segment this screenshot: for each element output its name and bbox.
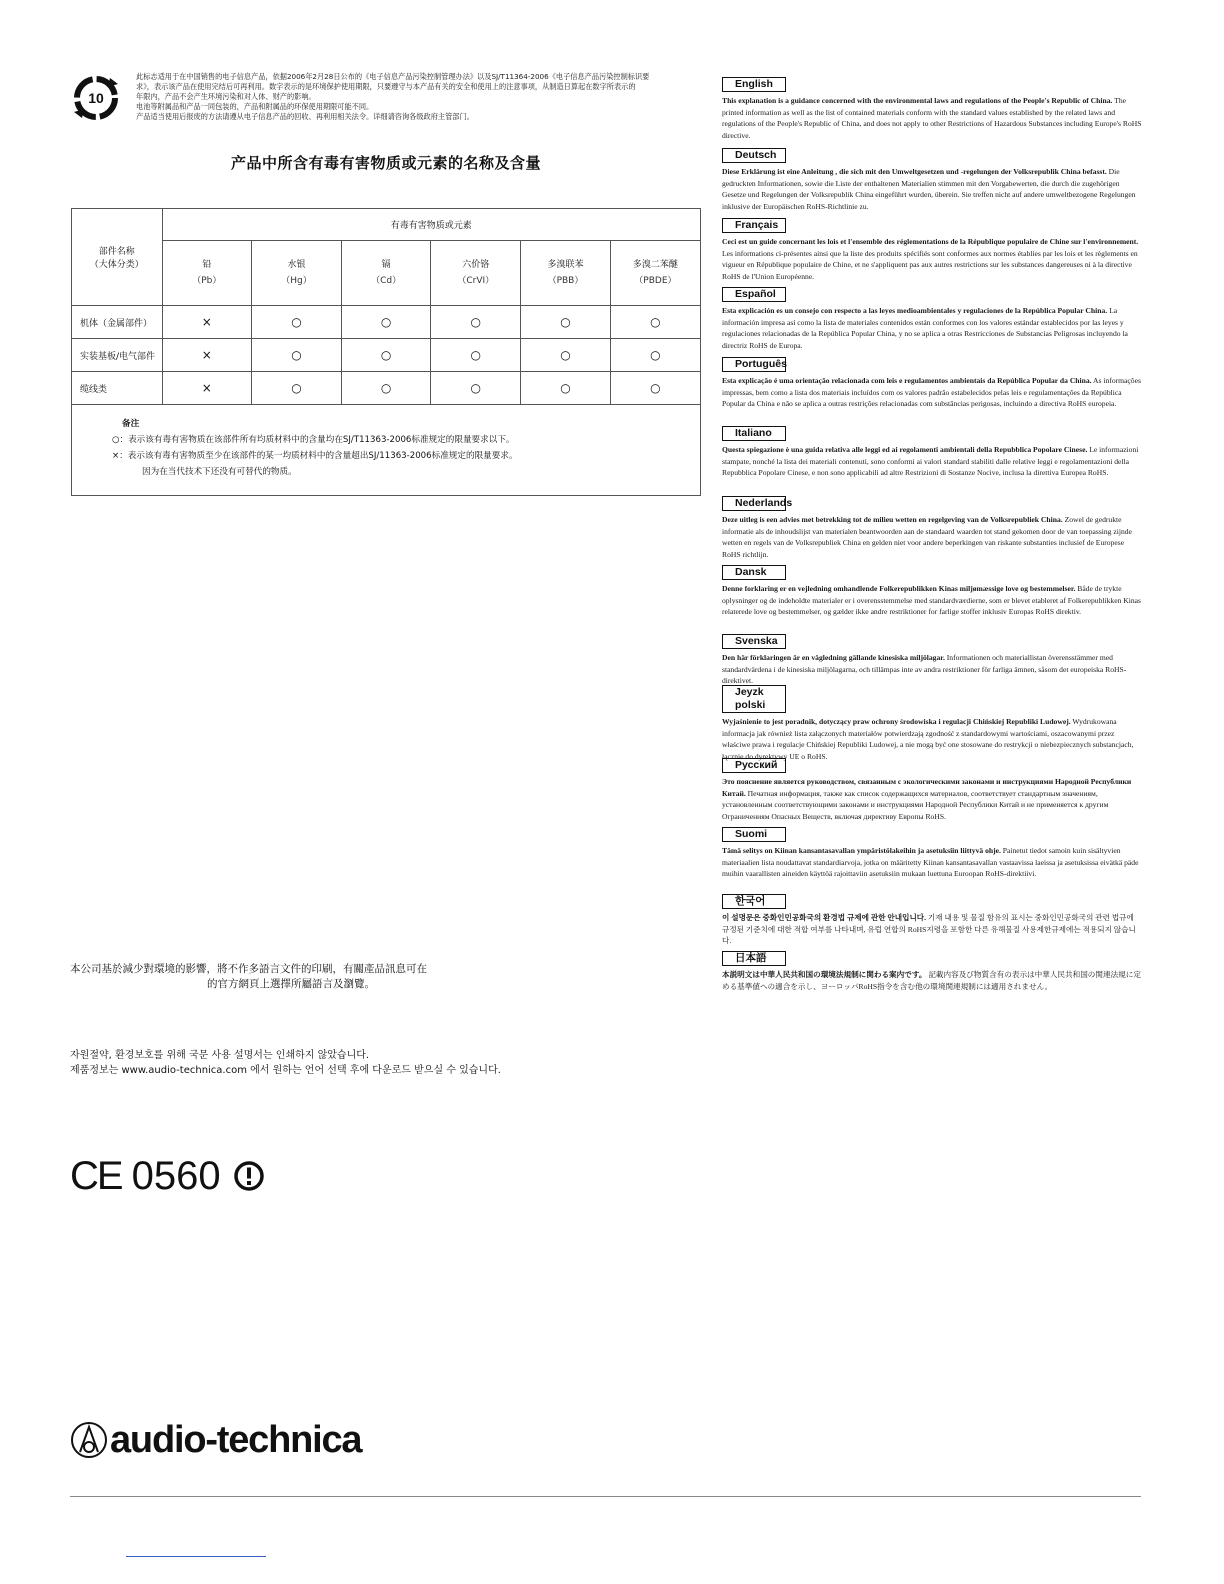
lang-block-portugues [722, 352, 1142, 410]
note-cross: ×：表示该有毒有害物质至少在该部件的某一均质材料中的含量超出SJ/11363-2006标准规定的限量要求。 [112, 451, 518, 461]
lang-label: Svenska [722, 634, 786, 649]
ko-line: 자원절약, 환경보호를 위해 국문 사용 설명서는 인쇄하지 않았습니다. [70, 1050, 370, 1061]
lang-text: Deze uitleg is een advies met betrekking tot de milieu wetten en regelgeving van de Volksrepubliek China. Zowel de gedrukte informatie als de inhoudslijst van materialen beantwoorden aan de standaard waarden tot stand gekomen door de van toepassing zijnde wetten en regels van de Volksrepubliek China en gelden niet voor andere beperkingen van riskante substanties inclusief de Europese RoHS richtlijn. [722, 515, 1132, 559]
brand-name: audio-technica [110, 1419, 362, 1461]
part-header-cell [72, 209, 162, 306]
lang-text: 本説明文は中華人民共和国の環境法規制に関わる案内です。 記載内容及び物質含有の表示は中華人民共和国の関連法規に定める基準値への適合を示し、ヨーロッパRoHS指令を含む他の環境関連規制には適用されません。 [722, 970, 1141, 991]
substance-header: 多溴联苯 （PBB） [521, 241, 611, 306]
content-mark: ○ [431, 339, 521, 372]
content-mark: ○ [252, 339, 342, 372]
part-name: 机体（金属部件） [72, 306, 162, 339]
table-row [72, 372, 700, 405]
lang-block-dansk [722, 560, 1142, 618]
lang-block-nederlands [722, 491, 1142, 560]
footer-underline [126, 1556, 266, 1557]
korean-notice [70, 1048, 590, 1078]
lang-text: Questa spiegazione è una guida relativa alle leggi ed ai regolamenti ambientali della Repubblica Popolare Cinese. Le informazioni stampate, nonché la lista dei materiali contenuti, sono conformi ai valori standard stabiliti dalle relative leggi e regolamentazioni della Repubblica Popolare Cinese, e non sono applicabili ad altre Restrizioni di Sostanze Nocive, inclusa la direttiva Europea RoHS. [722, 445, 1139, 477]
content-mark: ○ [610, 306, 700, 339]
table-title: 产品中所含有毒有害物质或元素的名称及含量 [230, 154, 541, 172]
lang-block-svenska [722, 629, 1142, 687]
content-mark: ○ [252, 372, 342, 405]
lang-text: Den här förklaringen är en vägledning gällande kinesiska miljölagar. Informationen och materiallistan överensstämmer med standardvärdena i de kinesiska miljölagarna, och tillämpas inte av andra restriktioner för farliga ämnen, såsom det europeiska RoHS-direktivet. [722, 653, 1127, 685]
zh-tw-line: 的官方網頁上選擇所屬語言及瀏覽。 [207, 978, 375, 990]
content-mark: × [162, 339, 252, 372]
content-mark: × [162, 306, 252, 339]
substance-header: 铅 （Pb） [162, 241, 252, 306]
lang-block-deutsch [722, 143, 1142, 212]
note-cross-continued: 因为在当代技术下还没有可替代的物质。 [142, 467, 297, 477]
content-mark: ○ [341, 372, 431, 405]
lang-text: Denne forklaring er en vejledning omhandlende Folkerepublikken Kinas miljømæssige love og bestemmelser. Både de trykte oplysninger og de indeholdte materialer er i overensstemmelse med standardværdierne, som er blevet etableret af Folkerepublikken Kinas relaterede love og bestemmelser, og gælder ikke andre restriktioner for farlige stoffer inklusiv Europas RoHS direktiv. [722, 584, 1141, 616]
table-row [72, 306, 700, 339]
lang-block-polski [722, 685, 1142, 762]
lang-label: Deutsch [722, 148, 786, 163]
lang-text: Esta explicação é uma orientação relacionada com leis e regulamentos ambientais da República Popular da China. As informações impressas, bem como a lista dos materiais incluídos com os valores padrão estabelecidos pelas leis e regulamentações da República Popular da China e não se aplica a outras restrições relacionadas com substâncias perigosas, incluindo a directiva RoHS europeia. [722, 376, 1141, 408]
lang-block-korean [722, 889, 1142, 947]
substance-header: 六价铬 （CrVI） [431, 241, 521, 306]
lang-text: Diese Erklärung ist eine Anleitung , die sich mit den Umweltgesetzen und -regelungen der Volksrepublik China befasst. Die gedruckten Informationen, sowie die Liste der enthaltenen Materialien stimmen mit den Vorgabewerten, die durch die zugehörigen Gesetze und Regelungen der Volksrepublik China eingeführt wurden, überein. Sie treffen nicht auf andere umweltbezogene Regelungen inklusive der Europäischen RoHS-Richtlinie zu. [722, 167, 1136, 211]
part-name: 缆线类 [72, 372, 162, 405]
ce-mark: CE [70, 1154, 122, 1198]
efup-10-logo [70, 72, 122, 124]
content-mark: ○ [610, 339, 700, 372]
lang-label: Italiano [722, 426, 786, 441]
ce-marking [70, 1156, 265, 1196]
table-row [72, 339, 700, 372]
lang-text: Esta explicación es un consejo con respecto a las leyes medioambientales y regulaciones de la República Popular China. La información impresa así como la lista de materiales contenidos están conformes con los valores estándar establecidos por las leyes y regulaciones relacionadas de la República Popular China, y no se aplica a otras Restricciones de Substancias Peligrosas incluyendo la directriz RoHS de Europa. [722, 306, 1128, 350]
lang-label: Suomi [722, 827, 786, 842]
efup-line: 求》，表示该产品在使用完结后可再利用。数字表示的是环境保护使用期限，只要遵守与本产品有关的安全和使用上的注意事项，从制造日算起在数字所表示的 [136, 82, 636, 91]
brand-reg-mark: . [361, 1444, 364, 1452]
substance-header: 镉 （Cd） [341, 241, 431, 306]
lang-label: Русский [722, 758, 786, 773]
table-notes [112, 416, 672, 480]
content-mark: ○ [610, 372, 700, 405]
efup-line: 电池等附属品和产品一同包装的，产品和附属品的环保使用期限可能不同。 [136, 102, 374, 111]
lang-label: Español [722, 287, 786, 302]
substance-header: 多溴二苯醚 （PBDE） [610, 241, 700, 306]
lang-label: Português [722, 357, 786, 372]
notes-title: 备注 [122, 419, 140, 429]
lang-block-francais [722, 213, 1142, 282]
lang-text: Это пояснение является руководством, связанным с экологическими законами и инструкциями Народной Республики Китай. Печатная информация, также как список содержащихся материалов, соответствует стандартным значениям, установленным соответствующими законами и инструкциями Народной Республики Китай и не применяется к другим Ограничениям Опасных Веществ, включая директиву Европы RoHS. [722, 777, 1132, 821]
zh-tw-line: 本公司基於減少對環境的影響，將不作多語言文件的印刷，有關產品訊息可在 [70, 963, 427, 975]
content-mark: ○ [431, 306, 521, 339]
efup-logo-number: 10 [88, 90, 104, 106]
part-header-sub: （大体分类） [89, 260, 144, 270]
content-mark: ○ [521, 306, 611, 339]
lang-text: This explanation is a guidance concerned with the environmental laws and regulations of the People's Republic of China. The printed information as well as the list of contained materials conform with the standard values established by the related laws and regulations of the People's Republic of China, and does not apply to other Restrictions of Hazardous Substances including Europe's RoHS directive. [722, 96, 1142, 140]
substance-group-header: 有毒有害物质或元素 [162, 209, 700, 241]
content-mark: ○ [252, 306, 342, 339]
lang-text: Tämä selitys on Kiinan kansantasavallan ympäristölakeihin ja asetuksiin liittyvä ohje. Painetut tiedot samoin kuin sisältyvien materiaalien lista noudattavat standardiarvoja, jotka on määritetty Kiinan kansantasavallan vastaavissa laeissa ja asetuksissa eivätkä päde muihin vaarallisten aineiden käyttöä rajoittaviin asetuksiin mukaan luettuna Euroopan RoHS-direktiivi. [722, 846, 1139, 878]
lang-label: Dansk [722, 565, 786, 580]
lang-label: English [722, 77, 786, 92]
content-mark: ○ [341, 339, 431, 372]
notified-body-number: 0560 [131, 1154, 221, 1198]
lang-label: 日本語 [722, 951, 786, 966]
note-circle: ○：表示该有毒有害物质在该部件所有均质材料中的含量均在SJ/T11363-2006标准规定的限量要求以下。 [112, 435, 515, 445]
lang-block-russian [722, 753, 1142, 822]
lang-label: Jeyzk polski [722, 685, 786, 713]
lang-label: Français [722, 218, 786, 233]
content-mark: × [162, 372, 252, 405]
lang-block-japanese [722, 946, 1142, 992]
lang-text: 이 설명문은 중화인민공화국의 환경법 규제에 관한 안내입니다. 기재 내용 및 물질 함유의 표시는 중화인민공화국의 관련 법규에 규정된 기준치에 대한 적합 여부를 나타내며, 유럽 연합의 RoHS지령을 포함한 다른 유해물질 사용제한규제에는 적용되지 않습니다. [722, 913, 1136, 945]
lang-block-italiano [722, 421, 1142, 479]
lang-block-espanol [722, 282, 1142, 351]
traditional-chinese-notice [70, 962, 530, 992]
part-name: 实装基板/电气部件 [72, 339, 162, 372]
lang-block-english [722, 72, 1142, 141]
content-mark: ○ [521, 372, 611, 405]
lang-text: Wyjaśnienie to jest poradnik, dotyczący praw ochrony środowiska i regulacji Chińskiej Republiki Ludowej. Wydrukowana informacja jak również lista załączonych materiałów potwierdzają zgodność z standardowymi wartościami, oszacowanymi przez właściwe prawa i regulacje Chińskiej Republiki Ludowej, a nie mogą być one stosowane do restrykcji o niebezpiecznych substancjach, łącznie do dyrektywy UE o RoHS. [722, 717, 1134, 761]
efup-line: 年限内，产品不会产生环境污染和对人体、财产的影响。 [136, 92, 316, 101]
efup-line: 此标志适用于在中国销售的电子信息产品，依据2006年2月28日公布的《电子信息产品污染控制管理办法》以及SJ/T11364-2006《电子信息产品污染控制标识要 [136, 72, 650, 81]
efup-line: 产品适当使用后报废的方法请遵从电子信息产品的回收、再利用相关法令。详细请咨询各级政府主管部门。 [136, 112, 474, 121]
audio-technica-logo [70, 1420, 364, 1460]
part-header: 部件名称 [98, 247, 135, 257]
footer-divider [70, 1496, 1141, 1497]
lang-label: 한국어 [722, 894, 786, 909]
content-mark: ○ [341, 306, 431, 339]
alert-icon [233, 1160, 265, 1192]
ko-line: 제품정보는 www.audio-technica.com 에서 원하는 언어 선택 후에 다운로드 받으실 수 있습니다. [70, 1065, 501, 1076]
lang-text: Ceci est un guide concernant les lois et l'ensemble des réglementations de la République populaire de Chine sur l'environnement. Les informations ci-présentes ainsi que la liste des produits spécifiés sont conformes aux normes établies par les lois et les règlements en vigueur en République populaire de Chine, et ne s'appliquent pas aux autres restrictions sur les substances dangereuses ni à la directive RoHS de l'Union Européenne. [722, 237, 1139, 281]
content-mark: ○ [431, 372, 521, 405]
efup-statement [136, 72, 702, 122]
audio-technica-emblem-icon [70, 1421, 108, 1459]
content-mark: ○ [521, 339, 611, 372]
substance-header: 水银 （Hg） [252, 241, 342, 306]
lang-block-suomi [722, 822, 1142, 880]
lang-label: Nederlands [722, 496, 786, 511]
